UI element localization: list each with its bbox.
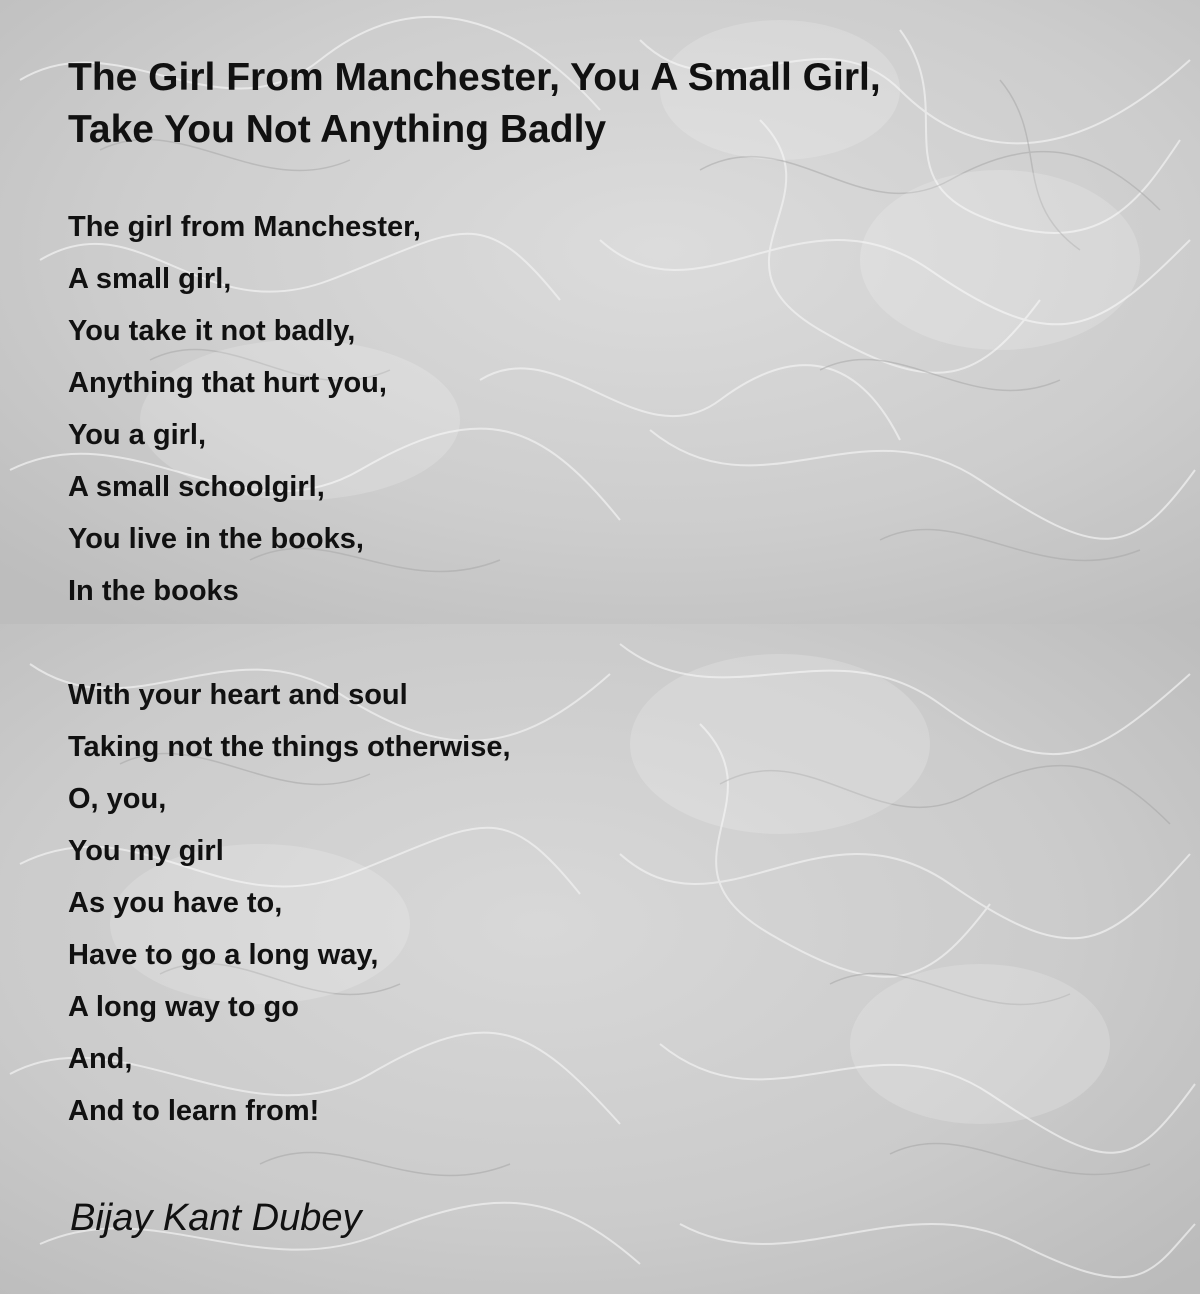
poem-line: As you have to, — [68, 887, 283, 919]
poem-line: Anything that hurt you, — [68, 367, 387, 399]
poem-title-line: Take You Not Anything Badly — [68, 108, 607, 151]
poem-title-line: The Girl From Manchester, You A Small Girl, — [68, 56, 881, 99]
poem-line: With your heart and soul — [68, 679, 408, 711]
poem-line: And, — [68, 1043, 133, 1075]
poem-line: In the books — [68, 575, 239, 607]
poem-line: O, you, — [68, 783, 167, 815]
poem-line: You a girl, — [68, 419, 207, 451]
poem-line: And to learn from! — [68, 1095, 320, 1127]
poem-line: The girl from Manchester, — [68, 211, 421, 243]
poem-line: You my girl — [68, 835, 224, 867]
poem-stanza-1 — [68, 201, 1068, 617]
poem-title — [68, 52, 1148, 156]
poem-line: A long way to go — [68, 991, 299, 1023]
poem-line: You take it not badly, — [68, 315, 356, 347]
poem-stanza-2 — [68, 669, 1068, 1137]
poem-line: You live in the books, — [68, 523, 364, 555]
poem-line: Taking not the things otherwise, — [68, 731, 511, 763]
poem-line: A small schoolgirl, — [68, 471, 325, 503]
poem-line: A small girl, — [68, 263, 232, 295]
poem-author: Bijay Kant Dubey — [70, 1197, 362, 1239]
poem-line: Have to go a long way, — [68, 939, 379, 971]
